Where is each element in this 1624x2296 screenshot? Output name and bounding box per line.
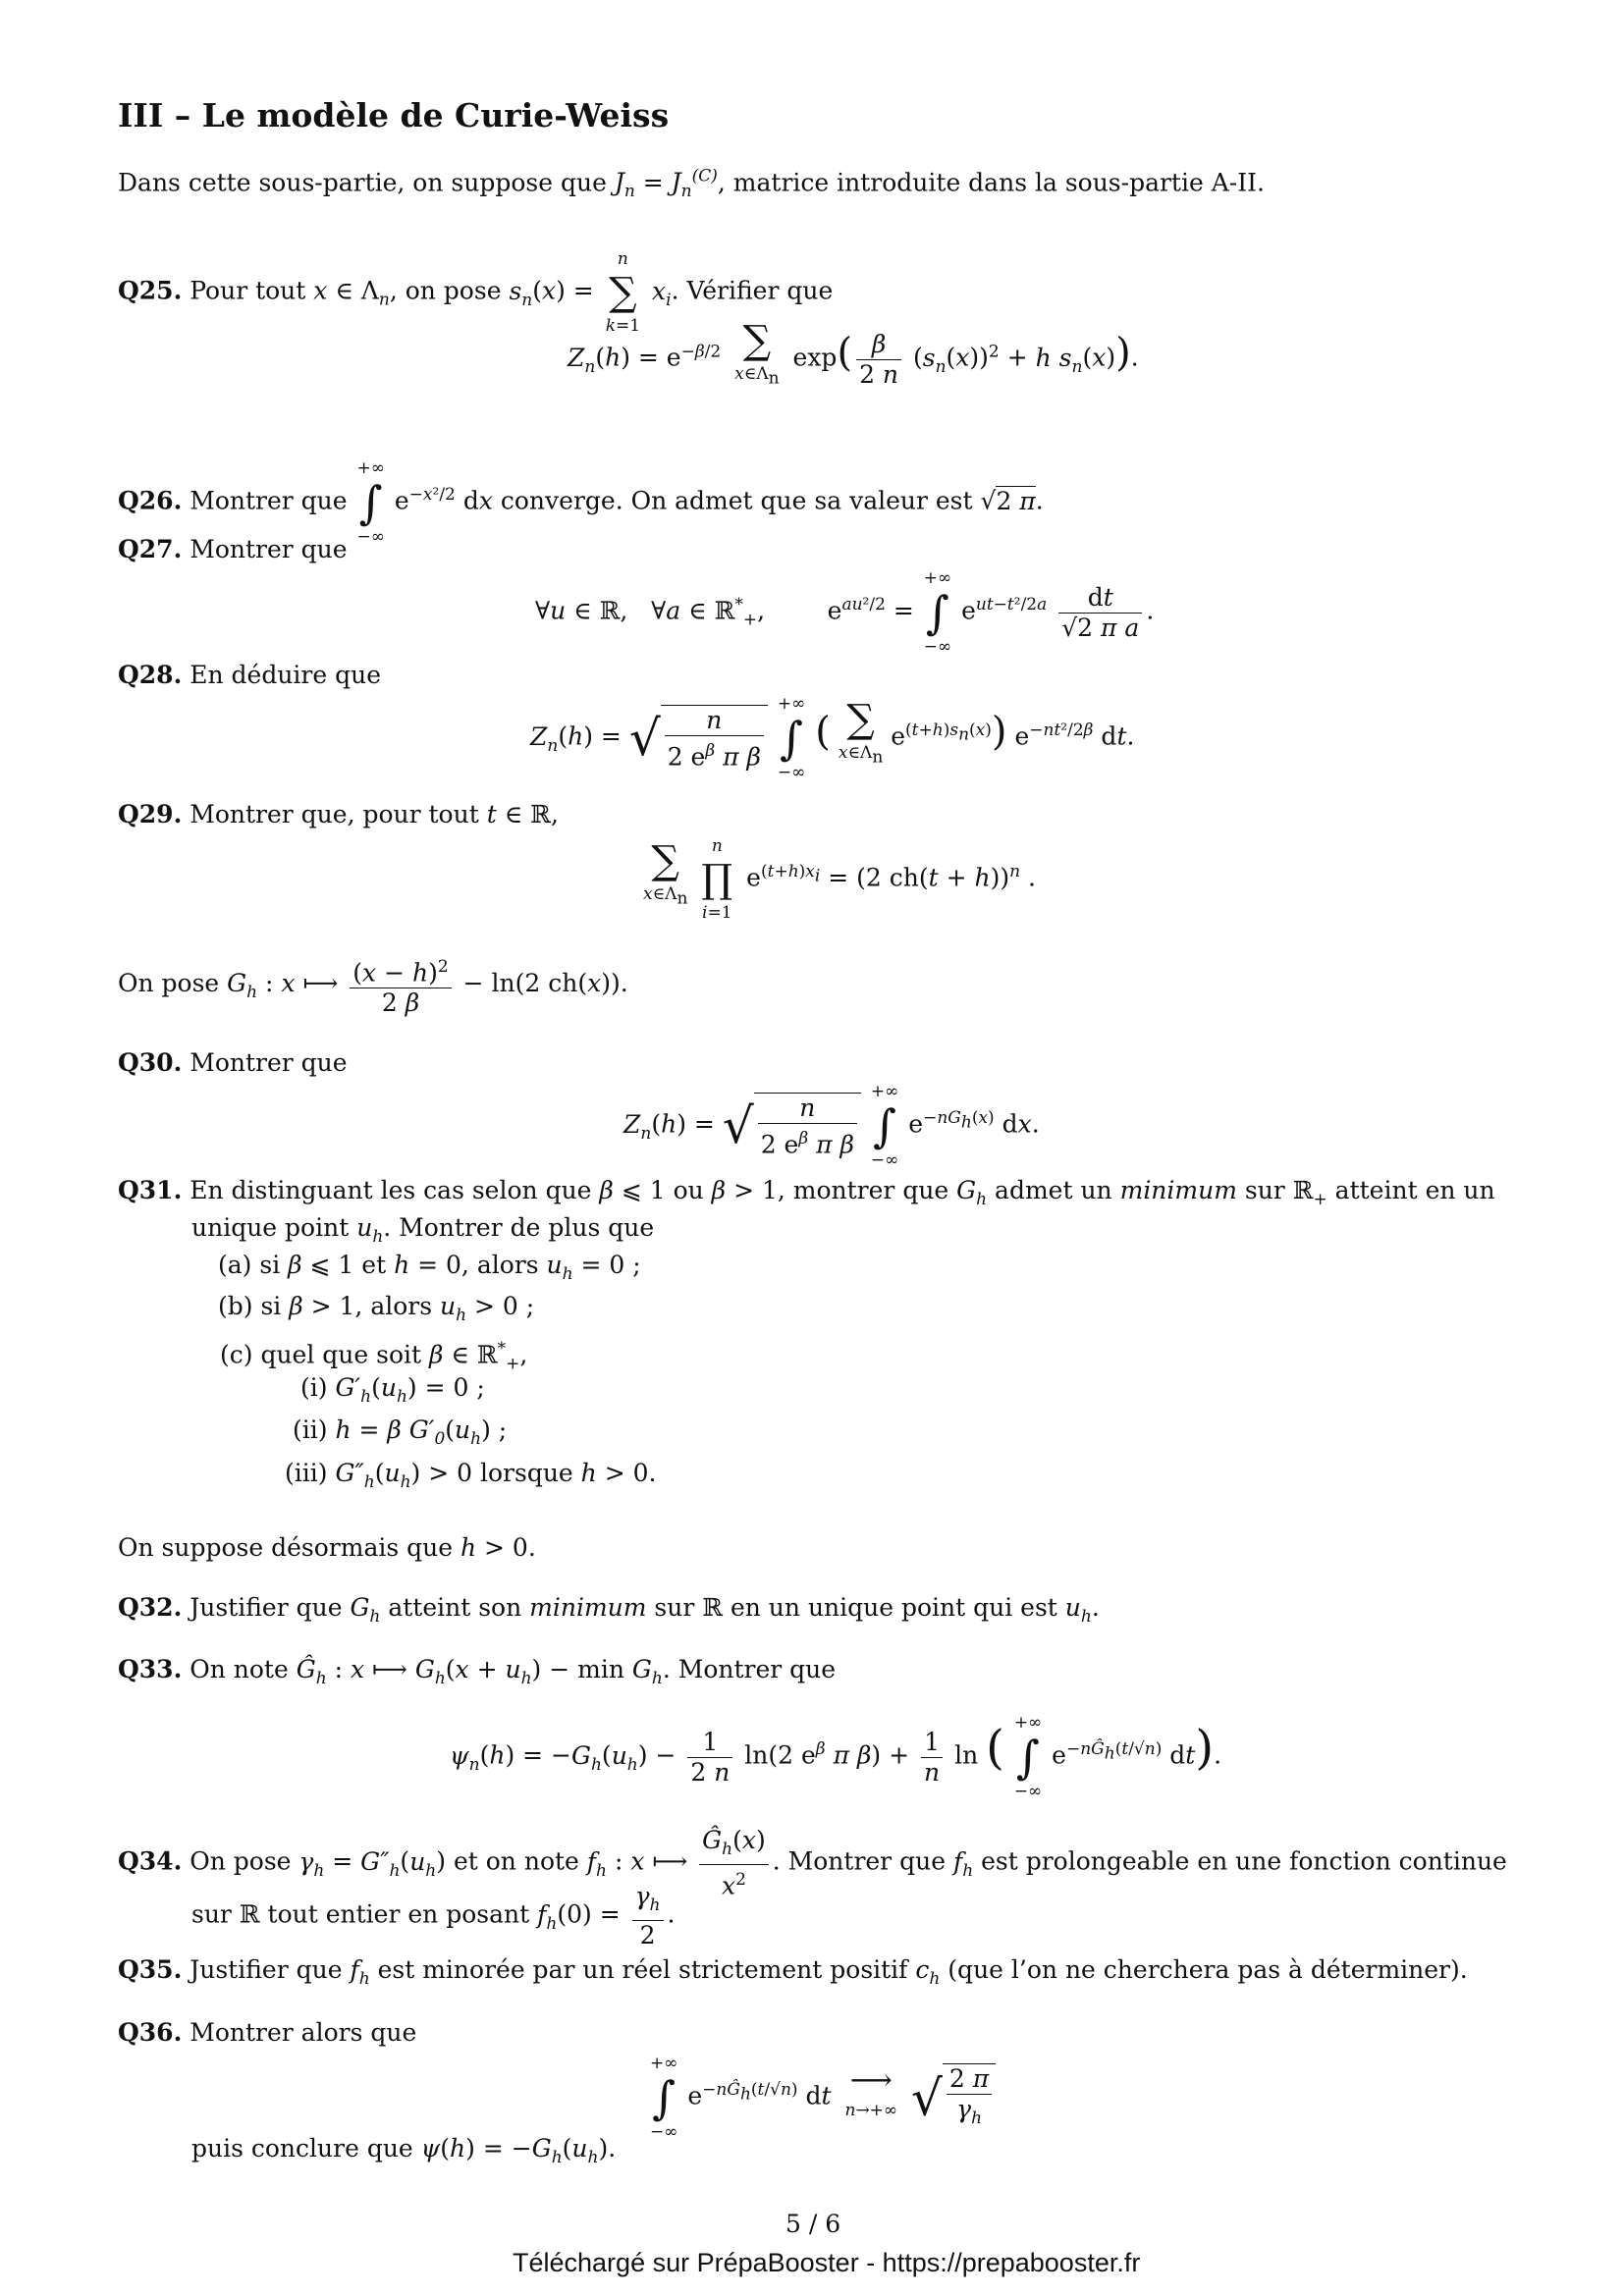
q31-item-i: (i) $G'_h(u_h) = 0$ ; [300,1373,485,1407]
q31-item-b: (b) si β > 1, alors $u_h > 0$ ; [218,1292,535,1325]
q30-label: Q30. Montrer que [118,1048,348,1077]
q31-item-ii: (ii) h = β $G'_0(u_h)$ ; [293,1415,508,1449]
q32-statement: Q32. Justifier que $G_h$ atteint son minimum sur ℝ en un unique point qui est $u_h$. [118,1593,1100,1627]
q34-line1: Q34. On pose $\gamma_h = G''_h(u_h)$ et on note $f_h$ : x ⟼ $\frac{Ĝ_h(x)}{x^2}$ . Montrer que $f_h$ est prolongeable en une fonction continue [118,1826,1507,1900]
q25-formula: $Z_n(h) = e^{-\beta/2}$ ∑ $x\in\Lambda_n$ exp( $\frac{\beta}{2 n}$ $(s_n(x))^2 + h$ $s_n(x)$). [568,318,1139,389]
q35-statement: Q35. Justifier que $f_h$ est minorée par un réel strictement positif $c_h$ (que l’on ne cherchera pas à déterminer). [118,1955,1468,1989]
page-number: 5 / 6 [785,2210,841,2238]
q31-item-iii: (iii) $G''_h(u_h) > 0$ lorsque h > 0. [285,1459,657,1492]
q31-line1: Q31. En distinguant les cas selon que β ⩽ 1 ou β > 1, montrer que $G_h$ admet un minimum sur ℝ$_+$ atteint en un [118,1176,1495,1209]
q31-line2: unique point $u_h$. Montrer de plus que [191,1213,655,1247]
suppose-h-positive: On suppose désormais que h > 0. [118,1533,536,1562]
download-footer[interactable]: Téléchargé sur PrépaBooster - https://prepabooster.fr [513,2248,1141,2277]
q30-formula: $Z_n(h)$ = √ $\frac{n}{2 e^\beta \pi \beta}$ +∞ ∫ −∞ $e^{-nG_h(x)}$ dx. [623,1082,1040,1170]
q25-statement: Q25. Pour tout x ∈ $\Lambda_n$, on pose $s_n(x)$ = n ∑ k=1 $x_i$. Vérifier que [118,249,834,336]
q33-formula: $\psi_n(h) = -G_h(u_h)$ − $\frac{1}{2 n}$ ln(2 $e^\beta$ π β) + $\frac{1}{n}$ ln ( +∞ ∫ −∞ $e^{-nĜ_h(t/√n)}$ dt). [450,1713,1222,1801]
pose-G-definition: On pose $G_h$ : x ⟼ $\frac{(x - h)^2}{2 \beta}$ − ln(2 ch(x)). [118,952,628,1018]
q29-formula: ∑ $x\in\Lambda_n$ n ∏ i=1 $e^{(t+h)x_i} = (2$ ch(t + h))$^n$ . [643,836,1037,923]
q33-statement: Q33. On note $Ĝ_h$ : x ⟼ $G_h(x + u_h) - \min G_h$. Montrer que [118,1655,837,1688]
q31-item-a: (a) si β ⩽ 1 et h = 0, alors $u_h = 0$ ; [218,1251,641,1284]
q36-label: Q36. Montrer alors que [118,2018,417,2047]
intro-text: Dans cette sous-partie, on suppose que $J_n = J_n^{(C)}$, matrice introduite dans la sous-partie A-II. [118,167,1265,202]
section-title: III – Le modèle de Curie-Weiss [118,96,670,134]
q26-statement: Q26. Montrer que +∞ ∫ −∞ $e^{-x^2/2}$ dx converge. On admet que sa valeur est √2 π. [118,458,1044,547]
q36-conclude: puis conclure que $\psi(h) = -G_h(u_h)$. [191,2134,617,2167]
q28-label: Q28. En déduire que [118,661,382,689]
q36-formula: +∞ ∫ −∞ $e^{-nĜ_h(t/√n)}$ dt ⟶ n→+∞ √ $\frac{2 \pi}{\gamma_h}$ [648,2047,996,2149]
q34-line2: sur ℝ tout entier en posant $f_h(0)$ = $\frac{\gamma_h}{2}$ . [191,1882,676,1949]
page [118,0,1522,2296]
q29-label: Q29. Montrer que, pour tout t ∈ ℝ, [118,800,559,828]
q31-item-c: (c) quel que soit β ∈ ℝ*$_+$, [220,1339,528,1374]
q27-label: Q27. Montrer que [118,535,348,563]
q27-formula: ∀u ∈ ℝ, ∀a ∈ ℝ*$_+$, $e^{au^2/2}$ = +∞ ∫ −∞ $e^{ut-t^2/2a}$ $\frac{dt}{\text{√2 π a}}$ . [535,568,1155,657]
q28-formula: $Z_n(h)$ = √ $\frac{n}{2 e^\beta \pi \beta}$ +∞ ∫ −∞ ( ∑ $x\in\Lambda_n$ $e^{(t+h)s_n(x)}$) $e^{-nt^2/2\beta}$ dt. [530,694,1135,782]
